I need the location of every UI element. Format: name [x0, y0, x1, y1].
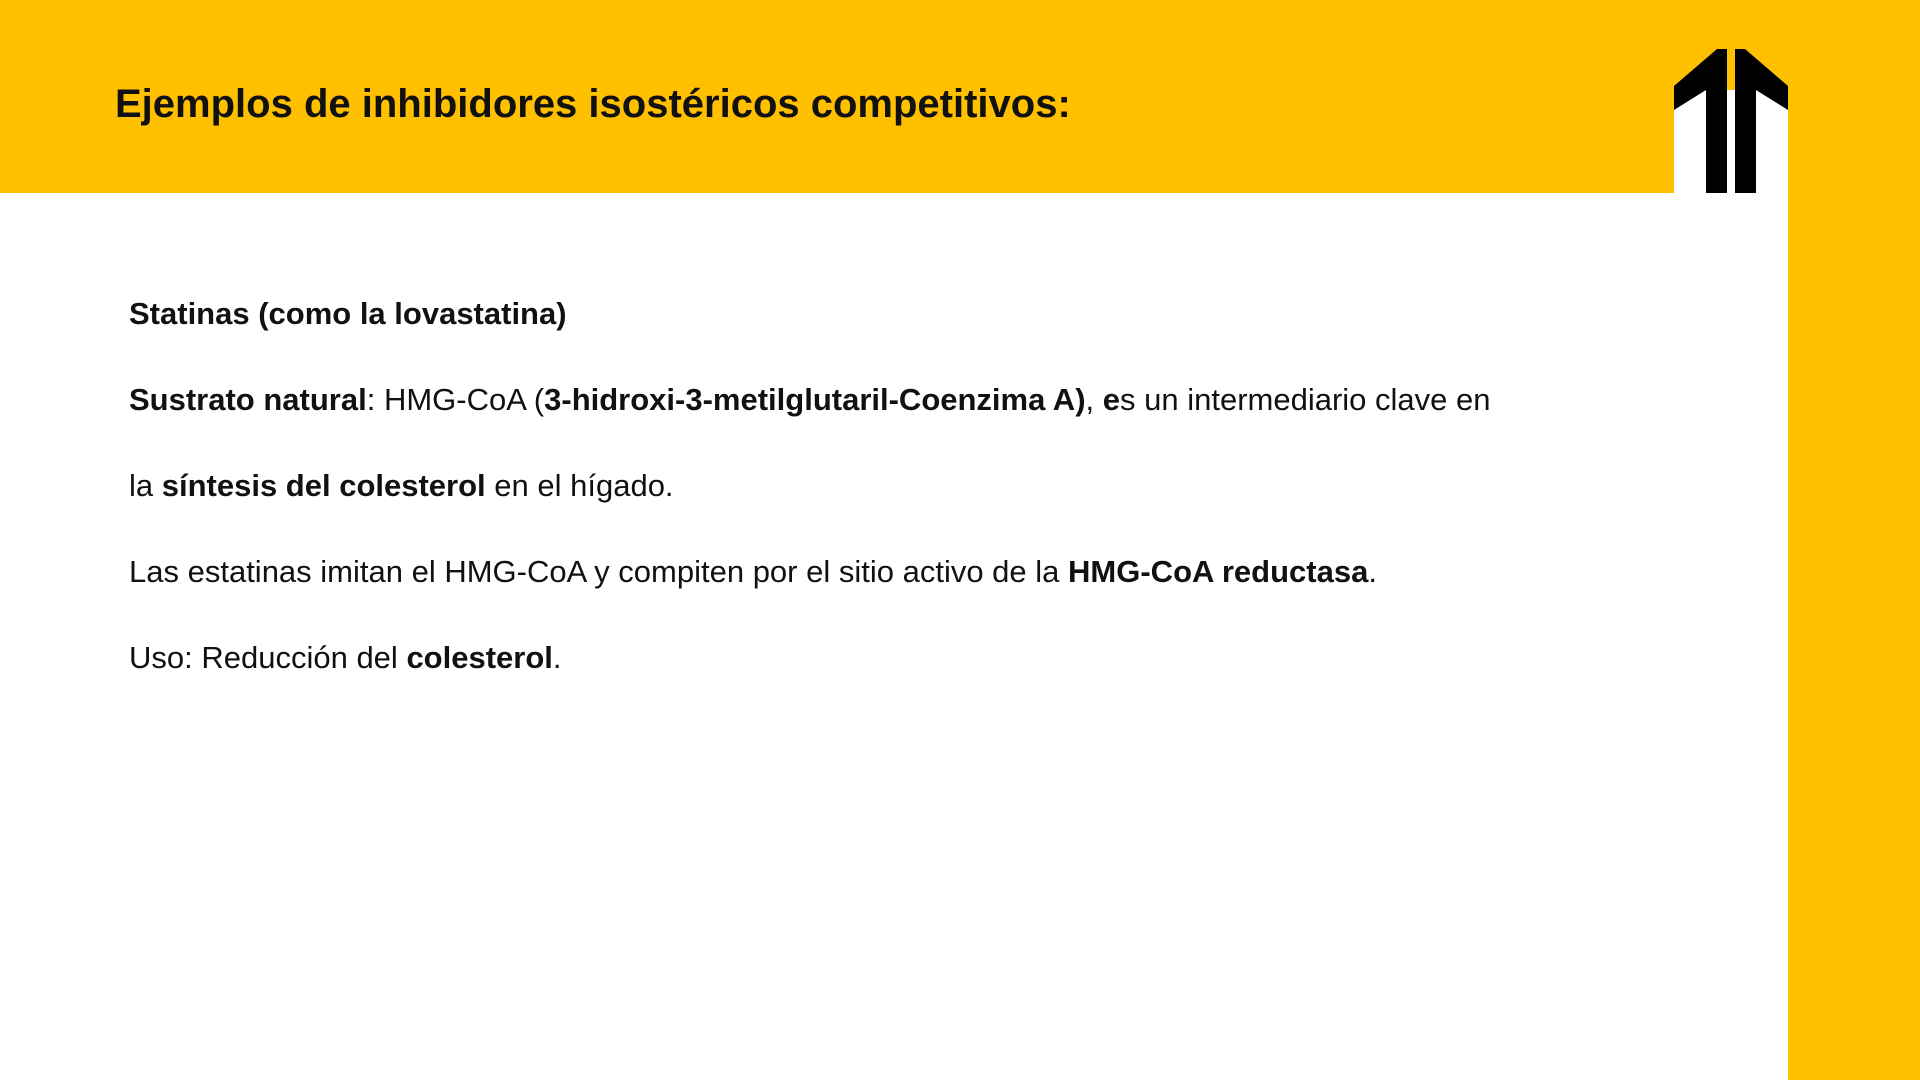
double-arrow-up-logo-icon — [1674, 0, 1788, 193]
heading-statinas: Statinas (como la lovastatina) — [129, 296, 567, 331]
paragraph-sustrato: Sustrato natural: HMG-CoA (3-hidroxi-3-metilglutaril-Coenzima A), es un intermediario clave en — [129, 382, 1491, 417]
right-accent-strip — [1788, 0, 1920, 1080]
paragraph-sintesis: la síntesis del colesterol en el hígado. — [129, 468, 674, 503]
slide-title: Ejemplos de inhibidores isostéricos competitivos: — [115, 82, 1071, 126]
paragraph-uso: Uso: Reducción del colesterol. — [129, 640, 562, 675]
paragraph-estatinas: Las estatinas imitan el HMG-CoA y compiten por el sitio activo de la HMG-CoA reductasa. — [129, 554, 1377, 589]
